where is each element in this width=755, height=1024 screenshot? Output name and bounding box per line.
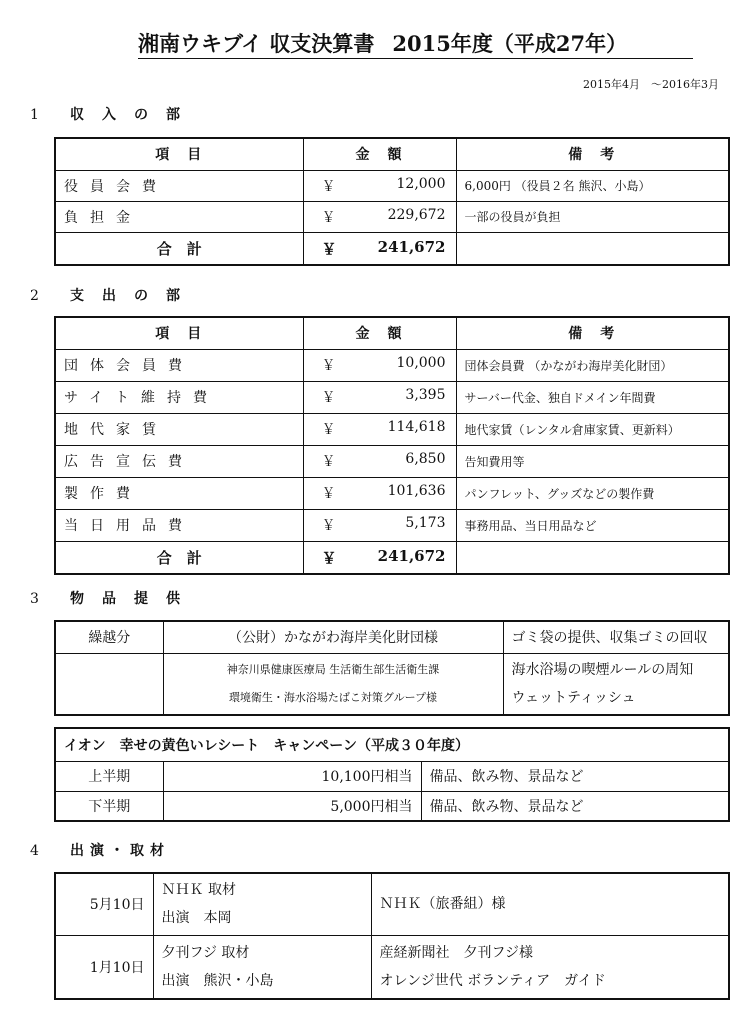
note-cell: サーバー代金、独自ドメイン年間費 — [456, 381, 729, 413]
content-line: 海水浴場の喫煙ルールの周知 — [511, 661, 694, 678]
section-label: 出演・取材 — [70, 843, 170, 859]
table-row — [55, 170, 729, 201]
coverage-line: 夕刊フジ 取材 — [161, 944, 250, 961]
amount-value: 5,173 — [405, 515, 446, 531]
content-cell: ゴミ袋の提供、収集ゴミの回収 — [503, 621, 729, 653]
item-name: サイト維持費 — [55, 381, 303, 413]
section-number: 2 — [30, 288, 39, 304]
aeon-title: イオン 幸せの黄色いレシート キャンペーン（平成３０年度） — [55, 728, 729, 761]
document-title — [138, 28, 698, 58]
carryover-label: 繰越分 — [55, 621, 163, 653]
yen-sign: ￥ — [321, 209, 336, 226]
amount-value: 229,672 — [387, 206, 446, 223]
fiscal-period: 2015年4月 ～2016年3月 — [583, 78, 719, 91]
content-line: ウェットティッシュ — [511, 689, 636, 706]
table-row — [55, 445, 729, 477]
item-name: 団体会員費 — [55, 349, 303, 381]
section-media-heading — [30, 840, 170, 860]
amount-value: 10,000 — [396, 355, 446, 371]
item-name: 製作費 — [55, 477, 303, 509]
note-cell: 地代家賃（レンタル倉庫家賃、更新料） — [456, 413, 729, 445]
note-cell: パンフレット、グッズなどの製作費 — [456, 477, 729, 509]
content-cell — [503, 653, 729, 715]
yen-sign: ￥ — [321, 486, 336, 502]
title-year: 2015年度（平成27年） — [392, 31, 628, 56]
coverage-line: ＮＨＫ 取材 — [161, 882, 236, 899]
amount-value: 12,000 — [396, 175, 446, 192]
yen-sign: ￥ — [321, 239, 337, 258]
date-cell: 5月10日 — [55, 873, 153, 935]
table-header-row — [55, 138, 729, 170]
goods-table — [54, 620, 730, 716]
title-underline — [138, 58, 693, 59]
header-item: 項 目 — [55, 317, 303, 349]
amount-value: 3,395 — [405, 387, 446, 403]
yen-sign: ￥ — [321, 454, 336, 470]
table-row — [55, 201, 729, 232]
amount-cell — [303, 201, 456, 232]
table-row — [55, 761, 729, 791]
total-note-cell — [456, 232, 729, 265]
title-main: 湘南ウキブイ 収支決算書 — [138, 31, 375, 56]
header-note: 備 考 — [456, 138, 729, 170]
amount-value: 6,850 — [405, 451, 446, 467]
section-label: 物品提供 — [70, 591, 198, 607]
section-expense-heading — [30, 285, 198, 305]
table-row — [55, 791, 729, 821]
provider-cell — [163, 653, 503, 715]
note-cell: 6,000円 （役員２名 熊沢、小島） — [456, 170, 729, 201]
outlet-cell — [371, 935, 729, 999]
section-income-heading — [30, 104, 198, 124]
outlet-line: オレンジ世代 ボランティア ガイド — [379, 972, 606, 989]
expense-table — [54, 316, 730, 575]
table-row — [55, 653, 729, 715]
content-cell: 備品、飲み物、景品など — [421, 791, 729, 821]
outlet-cell — [371, 873, 729, 935]
amount-cell — [303, 445, 456, 477]
note-cell: 事務用品、当日用品など — [456, 509, 729, 541]
amount-cell — [303, 170, 456, 201]
table-row — [55, 381, 729, 413]
amount-cell — [303, 381, 456, 413]
provider-line: 環境衛生・海水浴場たばこ対策グループ様 — [228, 690, 438, 704]
half-period: 上半期 — [55, 761, 163, 791]
outlet-line: ＮＨＫ（旅番組）様 — [379, 896, 506, 913]
section-label: 収入の部 — [70, 107, 198, 123]
header-note: 備 考 — [456, 317, 729, 349]
total-label: 合 計 — [55, 232, 303, 265]
header-item: 項 目 — [55, 138, 303, 170]
amount-cell — [303, 349, 456, 381]
value-cell: 5,000円相当 — [163, 791, 421, 821]
yen-sign: ￥ — [321, 422, 336, 438]
note-cell: 一部の役員が負担 — [456, 201, 729, 232]
amount-cell — [303, 509, 456, 541]
total-amount-cell — [303, 232, 456, 265]
header-amount: 金 額 — [303, 138, 456, 170]
section-number: 3 — [30, 591, 39, 607]
aeon-title-row — [55, 728, 729, 761]
amount-cell — [303, 413, 456, 445]
table-row — [55, 413, 729, 445]
content-cell: 備品、飲み物、景品など — [421, 761, 729, 791]
total-amount: 241,672 — [377, 546, 446, 565]
table-row — [55, 621, 729, 653]
item-name: 地代家賃 — [55, 413, 303, 445]
total-row — [55, 541, 729, 574]
item-name: 当日用品費 — [55, 509, 303, 541]
provider-line: 神奈川県健康医療局 生活衛生部生活衛生課 — [226, 662, 440, 676]
empty-cell — [55, 653, 163, 715]
yen-sign: ￥ — [321, 358, 336, 374]
amount-value: 101,636 — [387, 483, 446, 499]
table-header-row — [55, 317, 729, 349]
section-number: 4 — [30, 843, 39, 859]
section-goods-heading — [30, 588, 198, 608]
coverage-cell — [153, 935, 371, 999]
income-table — [54, 137, 730, 266]
amount-value: 114,618 — [387, 419, 446, 435]
table-row — [55, 509, 729, 541]
table-row — [55, 873, 729, 935]
table-row — [55, 477, 729, 509]
value-cell: 10,100円相当 — [163, 761, 421, 791]
coverage-cell — [153, 873, 371, 935]
aeon-table — [54, 727, 730, 822]
yen-sign: ￥ — [321, 178, 336, 195]
table-row — [55, 349, 729, 381]
total-row — [55, 232, 729, 265]
yen-sign: ￥ — [321, 518, 336, 534]
provider-cell: （公財）かながわ海岸美化財団様 — [163, 621, 503, 653]
header-amount: 金 額 — [303, 317, 456, 349]
table-row — [55, 935, 729, 999]
item-name: 負担金 — [55, 201, 303, 232]
half-period: 下半期 — [55, 791, 163, 821]
coverage-line: 出演 熊沢・小島 — [161, 972, 274, 989]
note-cell: 告知費用等 — [456, 445, 729, 477]
total-amount-cell — [303, 541, 456, 574]
total-label: 合 計 — [55, 541, 303, 574]
item-name: 役員会費 — [55, 170, 303, 201]
yen-sign: ￥ — [321, 548, 337, 567]
note-cell: 団体会員費 （かながわ海岸美化財団） — [456, 349, 729, 381]
section-label: 支出の部 — [70, 288, 198, 304]
media-table — [54, 872, 730, 1000]
total-amount: 241,672 — [377, 237, 446, 256]
section-number: 1 — [30, 107, 39, 123]
amount-cell — [303, 477, 456, 509]
total-note-cell — [456, 541, 729, 574]
coverage-line: 出演 本岡 — [161, 910, 232, 927]
outlet-line: 産経新聞社 夕刊フジ様 — [379, 944, 533, 961]
yen-sign: ￥ — [321, 390, 336, 406]
item-name: 広告宣伝費 — [55, 445, 303, 477]
date-cell: 1月10日 — [55, 935, 153, 999]
